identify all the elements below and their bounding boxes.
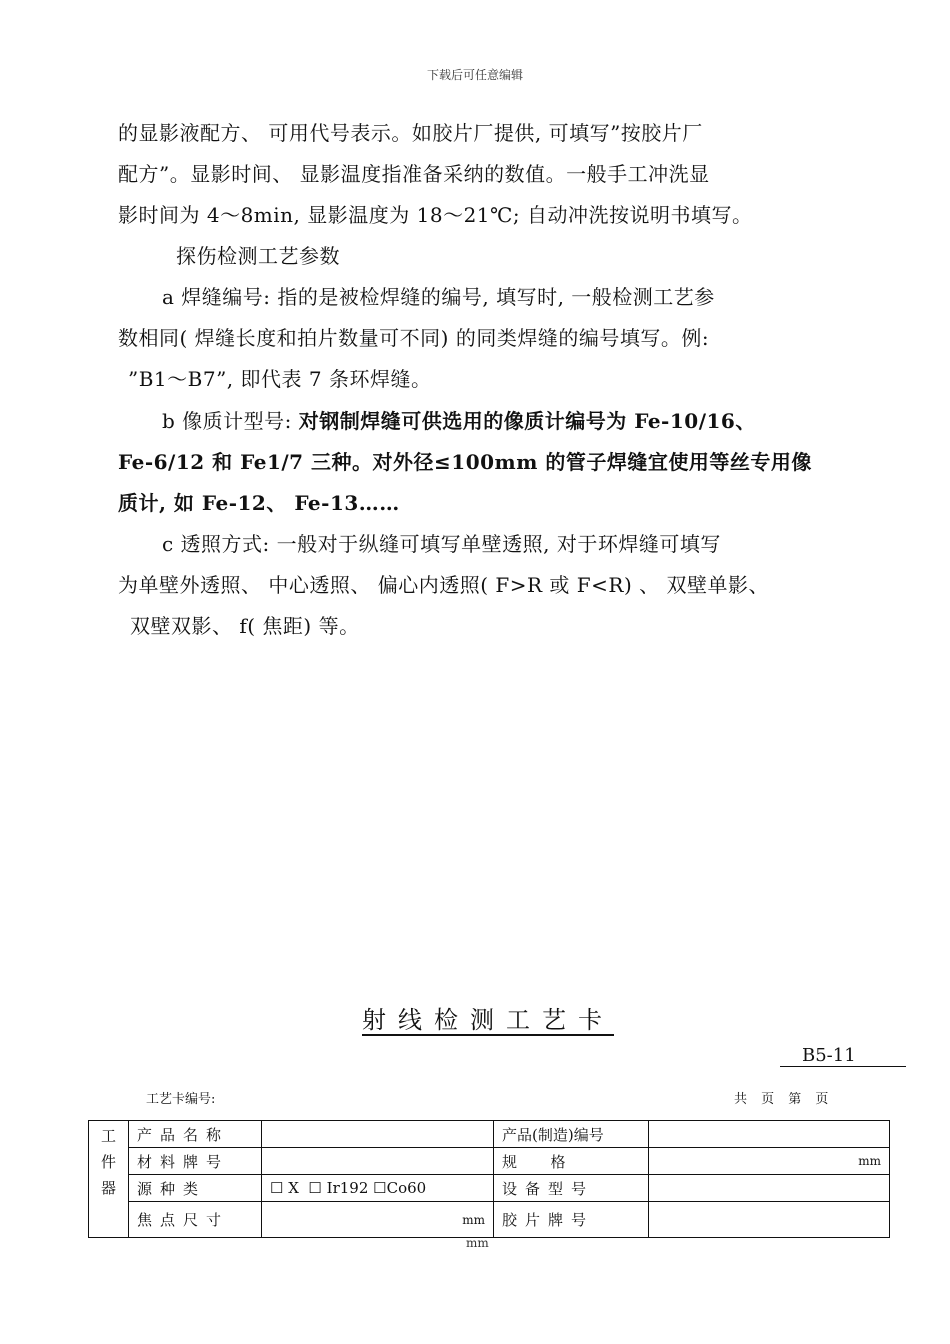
label-cell: 焦点尺寸 [129, 1202, 262, 1238]
unit-label: mm [858, 1154, 881, 1168]
label-cell: 材料牌号 [129, 1148, 262, 1175]
card-title [0, 1000, 950, 1035]
label-cell: 源种类 [129, 1175, 262, 1202]
iqi-label: b 像质计型号: [162, 409, 299, 433]
value-cell[interactable] [262, 1202, 494, 1238]
paragraph-line-bold: 质计, 如 Fe-12、 Fe-13…… [118, 491, 400, 515]
card-title-text: 射线检测工艺卡 [362, 1006, 614, 1034]
paragraph-line: 的显影液配方、 可用代号表示。如胶片厂提供, 可填写”按胶片厂 [118, 121, 703, 145]
label-cell: 产品名称 [129, 1121, 262, 1148]
unit-label-cutoff: mm [466, 1236, 489, 1250]
paragraph-line-bold: Fe-6/12 和 Fe1/7 三种。对外径≤100mm 的管子焊缝宜使用等丝专用像 [118, 450, 812, 474]
label-cell: 规 格 [494, 1148, 649, 1175]
source-type-checkboxes[interactable]: ☐ X ☐ Ir192 ☐Co60 [262, 1175, 494, 1202]
table-row [89, 1148, 890, 1175]
value-cell[interactable] [649, 1175, 890, 1202]
group-char: 工 [100, 1127, 116, 1145]
card-number-label: 工艺卡编号: [146, 1092, 216, 1107]
value-cell[interactable] [649, 1121, 890, 1148]
label-cell: 产品(制造)编号 [494, 1121, 649, 1148]
page-header: 下载后可任意编辑 [426, 68, 523, 82]
group-char: 器 [100, 1179, 116, 1197]
paragraph-line: 配方”。显影时间、 显影温度指准备采纳的数值。一般手工冲洗显 [118, 162, 710, 186]
paragraph-line: 影时间为 4～8min, 显影温度为 18～21℃; 自动冲洗按说明书填写。 [118, 203, 753, 227]
paragraph-line: 数相同( 焊缝长度和拍片数量可不同) 的同类焊缝的编号填写。例: [118, 326, 710, 350]
paragraph-line: ”B1～B7”, 即代表 7 条环焊缝。 [128, 367, 432, 391]
group-char: 件 [100, 1153, 116, 1171]
paragraph-line: 为单壁外透照、 中心透照、 偏心内透照( F>R 或 F<R) 、 双壁单影、 [118, 573, 769, 597]
paragraph-line: c 透照方式: 一般对于纵缝可填写单壁透照, 对于环焊缝可填写 [162, 532, 721, 556]
label-cell: 胶片牌号 [494, 1202, 649, 1238]
value-cell[interactable] [262, 1148, 494, 1175]
paragraph-line: a 焊缝编号: 指的是被检焊缝的编号, 填写时, 一般检测工艺参 [162, 285, 715, 309]
card-code: B5-11 [780, 1045, 906, 1067]
table-row [89, 1121, 890, 1148]
value-cell[interactable] [649, 1202, 890, 1238]
page-count-label: 共 页 第 页 [734, 1092, 829, 1107]
label-cell: 设备型号 [494, 1175, 649, 1202]
process-card-table [88, 1120, 890, 1238]
paragraph-line [162, 405, 756, 434]
table-row [89, 1202, 890, 1238]
value-cell[interactable] [262, 1121, 494, 1148]
section-heading: 探伤检测工艺参数 [176, 244, 340, 268]
table-row [89, 1175, 890, 1202]
group-label-cell [89, 1121, 129, 1238]
value-cell[interactable] [649, 1148, 890, 1175]
unit-label: mm [462, 1212, 485, 1227]
paragraph-line: 双壁双影、 f( 焦距) 等。 [130, 614, 360, 638]
iqi-text-bold: 对钢制焊缝可供选用的像质计编号为 Fe-10/16、 [298, 409, 756, 433]
